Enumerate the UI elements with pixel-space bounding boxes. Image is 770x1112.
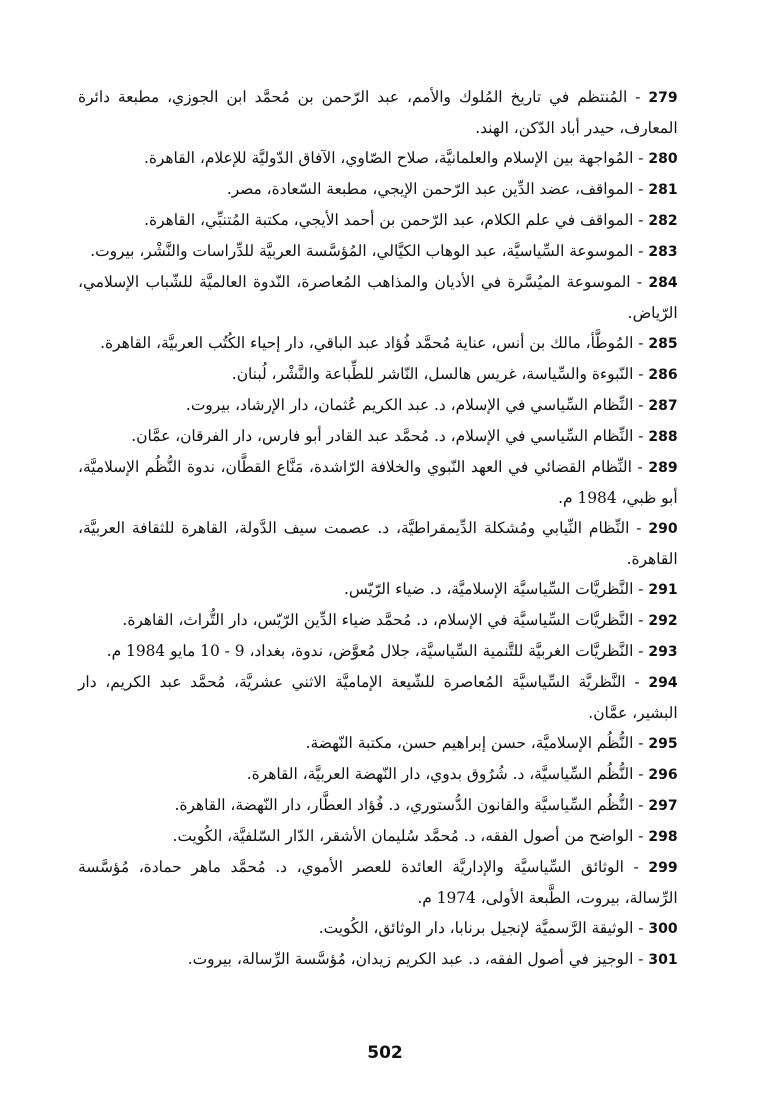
page-number: 502 bbox=[367, 1043, 403, 1063]
bibliography-list bbox=[78, 82, 693, 975]
entry-number: 288 bbox=[648, 429, 678, 445]
entry-text: المُواجهة بين الإسلام والعلمانيَّة، صلاح الصّاوي، الآفاق الدّوليَّة للإعلام، القاهرة. bbox=[143, 149, 634, 167]
entry-number: 293 bbox=[648, 644, 678, 660]
entry-text: النَّظريَّات السِّياسيَّة في الإسلام، د. مُحمَّد ضياء الدِّين الرّيّس، دار التُّراث، القاهرة. bbox=[122, 611, 634, 629]
bibliography-entry: 298 - الواضح من أصول الفقه، د. مُحمَّد سُليمان الأشقر، الدّار السّلفيَّة، الكُويت. bbox=[172, 827, 678, 845]
entry-number: 287 bbox=[648, 398, 678, 414]
entry-number: 280 bbox=[648, 151, 678, 167]
entry-number: 298 bbox=[648, 829, 678, 845]
entry-text: المواقف في علم الكلام، عبد الرّحمن بن أحمد الأيجي، مكتبة المُتنبِّي، القاهرة. bbox=[144, 211, 634, 229]
bibliography-entry: 294 - النَّظريَّة السِّياسيَّة المُعاصرة للشّيعة الإماميَّة الاثني عشريَّة، مُحمَّد عبد الكريم، دار البشير، عمَّان. bbox=[78, 673, 678, 722]
bibliography-entry: 292 - النَّظريَّات السِّياسيَّة في الإسلام، د. مُحمَّد ضياء الدِّين الرّيّس، دار التُّراث، القاهرة. bbox=[122, 611, 678, 629]
entry-number: 286 bbox=[648, 367, 678, 383]
bibliography-entry: 290 - النِّظام النِّيابي ومُشكلة الدِّيمقراطيَّة، د. عصمت سيف الدَّولة، القاهرة للثقافة العربيَّة، القاهرة. bbox=[78, 519, 678, 568]
entry-number: 290 bbox=[648, 521, 678, 537]
entry-text: النُّظُم السِّياسيَّة، د. شُرُوق بدوي، دار النّهضة العربيَّة، القاهرة. bbox=[246, 765, 634, 783]
entry-number: 283 bbox=[648, 244, 678, 260]
entry-number: 289 bbox=[648, 460, 678, 476]
entry-text: النَّظريَّات الغربيَّة للتَّنمية السِّياسيَّة، جلال مُعوَّض، ندوة، بغداد، 9 - 10 مايو 1984 م. bbox=[106, 642, 634, 660]
entry-number: 285 bbox=[648, 336, 678, 352]
bibliography-entry: 297 - النُّظُم السِّياسيَّة والقانون الدُّستوري، د. فُؤاد العطَّار، دار النّهضة، القاهرة. bbox=[174, 796, 678, 814]
entry-text: النّبوءة والسِّياسة، غريس هالسل، النّاشر للطِّباعة والنَّشْر، لُبنان. bbox=[231, 365, 634, 383]
bibliography-entry: 283 - الموسوعة السِّياسيَّة، عبد الوهاب الكيَّالي، المُؤسَّسة العربيَّة للدِّراسات والنَّشْر، بيروت. bbox=[90, 242, 678, 260]
bibliography-entry: 288 - النِّظام السِّياسي في الإسلام، د. مُحمَّد عبد القادر أبو فارس، دار الفرقان، عمَّان. bbox=[131, 427, 678, 445]
entry-number: 282 bbox=[648, 213, 678, 229]
entry-text: المواقف، عضد الدِّين عبد الرّحمن الإيجي، مطبعة السّعادة، مصر. bbox=[226, 180, 634, 198]
entry-number: 297 bbox=[648, 798, 678, 814]
entry-number: 299 bbox=[648, 860, 678, 876]
entry-text: الموسوعة الميُسَّرة في الأديان والمذاهب المُعاصرة، النّدوة العالميَّة للشّباب الإسلامي، الرّياض. bbox=[78, 273, 678, 322]
bibliography-entry: 299 - الوثائق السِّياسيَّة والإداريَّة العائدة للعصر الأموي، د. مُحمَّد ماهر حمادة، مُؤسَّسة الرِّسالة، بيروت، الطَّبعة الأولى، 1974 م. bbox=[78, 858, 678, 907]
entry-number: 292 bbox=[648, 613, 678, 629]
bibliography-entry: 281 - المواقف، عضد الدِّين عبد الرّحمن الإيجي، مطبعة السّعادة، مصر. bbox=[226, 180, 678, 198]
entry-number: 284 bbox=[648, 275, 678, 291]
entry-number: 295 bbox=[648, 736, 678, 752]
entry-text: النِّظام القضائي في العهد النّبوي والخلافة الرّاشدة، مَنَّاع القطَّان، ندوة النُّظُم الإسلاميَّة، أبو ظبي، 1984 م. bbox=[78, 458, 678, 507]
entry-text: النِّظام السِّياسي في الإسلام، د. عبد الكريم عُثمان، دار الإرشاد، بيروت. bbox=[185, 396, 634, 414]
entry-text: الوثائق السِّياسيَّة والإداريَّة العائدة للعصر الأموي، د. مُحمَّد ماهر حمادة، مُؤسَّسة الرِّسالة، بيروت، الطَّبعة الأولى، 1974 م. bbox=[78, 858, 678, 907]
bibliography-entry: 295 - النُّظُم الإسلاميَّة، حسن إبراهيم حسن، مكتبة النّهضة. bbox=[305, 734, 678, 752]
entry-text: الموسوعة السِّياسيَّة، عبد الوهاب الكيَّالي، المُؤسَّسة العربيَّة للدِّراسات والنَّشْر، بيروت. bbox=[90, 242, 634, 260]
bibliography-entry: 284 - الموسوعة الميُسَّرة في الأديان والمذاهب المُعاصرة، النّدوة العالميَّة للشّباب الإسلامي، الرّياض. bbox=[78, 273, 678, 322]
entry-text: النُّظُم الإسلاميَّة، حسن إبراهيم حسن، مكتبة النّهضة. bbox=[305, 734, 634, 752]
bibliography-entry: 291 - النَّظريَّات السِّياسيَّة الإسلاميَّة، د. ضياء الرّيّس. bbox=[344, 580, 678, 598]
bibliography-entry: 293 - النَّظريَّات الغربيَّة للتَّنمية السِّياسيَّة، جلال مُعوَّض، ندوة، بغداد، 9 - 10 مايو 1984 م. bbox=[106, 642, 678, 660]
bibliography-entry: 280 - المُواجهة بين الإسلام والعلمانيَّة، صلاح الصّاوي، الآفاق الدّوليَّة للإعلام، القاهرة. bbox=[143, 149, 678, 167]
entry-number: 291 bbox=[648, 582, 678, 598]
entry-text: النَّظريَّة السِّياسيَّة المُعاصرة للشّيعة الإماميَّة الاثني عشريَّة، مُحمَّد عبد الكريم، دار البشير، عمَّان. bbox=[78, 673, 678, 722]
entry-number: 281 bbox=[648, 182, 678, 198]
entry-number: 300 bbox=[648, 921, 678, 937]
entry-text: النِّظام السِّياسي في الإسلام، د. مُحمَّد عبد القادر أبو فارس، دار الفرقان، عمَّان. bbox=[131, 427, 634, 445]
entry-text: النُّظُم السِّياسيَّة والقانون الدُّستوري، د. فُؤاد العطَّار، دار النّهضة، القاهرة. bbox=[174, 796, 634, 814]
entry-number: 279 bbox=[648, 90, 678, 106]
entry-number: 301 bbox=[648, 952, 678, 968]
entry-text: المُنتظم في تاريخ المُلوك والأمم، عبد الرّحمن بن مُحمَّد ابن الجوزي، مطبعة دائرة المعارف، حيدر أباد الدّكن، الهند. bbox=[78, 88, 678, 137]
bibliography-entry: 296 - النُّظُم السِّياسيَّة، د. شُرُوق بدوي، دار النّهضة العربيَّة، القاهرة. bbox=[246, 765, 678, 783]
bibliography-entry: 289 - النِّظام القضائي في العهد النّبوي والخلافة الرّاشدة، مَنَّاع القطَّان، ندوة النُّظُم الإسلاميَّة، أبو ظبي، 1984 م. bbox=[78, 458, 678, 507]
entry-text: النِّظام النِّيابي ومُشكلة الدِّيمقراطيَّة، د. عصمت سيف الدَّولة، القاهرة للثقافة العربيَّة، القاهرة. bbox=[78, 519, 678, 568]
bibliography-entry: 300 - الوثيقة الرَّسميَّة لإنجيل برنابا، دار الوثائق، الكُويت. bbox=[318, 919, 678, 937]
entry-text: النَّظريَّات السِّياسيَّة الإسلاميَّة، د. ضياء الرّيّس. bbox=[344, 580, 634, 598]
bibliography-entry: 285 - المُوطَّأ، مالك بن أنس، عناية مُحمَّد فُؤاد عبد الباقي، دار إحياء الكُتُب العربيَّة، القاهرة. bbox=[100, 334, 678, 352]
bibliography-entry: 279 - المُنتظم في تاريخ المُلوك والأمم، عبد الرّحمن بن مُحمَّد ابن الجوزي، مطبعة دائرة المعارف، حيدر أباد الدّكن، الهند. bbox=[78, 88, 678, 137]
entry-number: 294 bbox=[648, 675, 678, 691]
entry-text: المُوطَّأ، مالك بن أنس، عناية مُحمَّد فُؤاد عبد الباقي، دار إحياء الكُتُب العربيَّة، القاهرة. bbox=[100, 334, 634, 352]
bibliography-entry: 282 - المواقف في علم الكلام، عبد الرّحمن بن أحمد الأيجي، مكتبة المُتنبِّي، القاهرة. bbox=[144, 211, 678, 229]
entry-text: الوثيقة الرَّسميَّة لإنجيل برنابا، دار الوثائق، الكُويت. bbox=[318, 919, 634, 937]
entry-number: 296 bbox=[648, 767, 678, 783]
bibliography-entry: 301 - الوجيز في أصول الفقه، د. عبد الكريم زيدان، مُؤسَّسة الرِّسالة، بيروت. bbox=[187, 950, 678, 968]
bibliography-entry: 287 - النِّظام السِّياسي في الإسلام، د. عبد الكريم عُثمان، دار الإرشاد، بيروت. bbox=[185, 396, 678, 414]
entry-text: الوجيز في أصول الفقه، د. عبد الكريم زيدان، مُؤسَّسة الرِّسالة، بيروت. bbox=[187, 950, 634, 968]
entry-text: الواضح من أصول الفقه، د. مُحمَّد سُليمان الأشقر، الدّار السّلفيَّة، الكُويت. bbox=[172, 827, 634, 845]
bibliography-entry: 286 - النّبوءة والسِّياسة، غريس هالسل، النّاشر للطِّباعة والنَّشْر، لُبنان. bbox=[231, 365, 678, 383]
